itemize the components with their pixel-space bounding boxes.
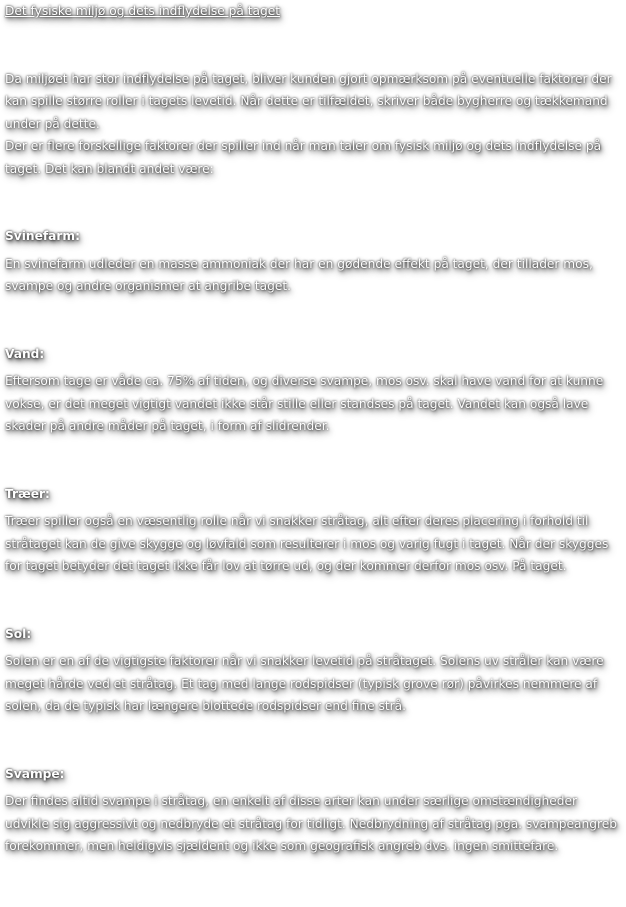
section-text: Solen er en af de vigtigste faktorer når vi snakker levetid på stråtaget. Solens uv stråler kan være meget hårde ved et stråtag. Et tag med lange rodspidser (typisk grove rør) påvirkes nemmere af solen, da de typisk har længere blottede rodspidser end fine strå.	[5, 654, 604, 713]
section-vand	[5, 343, 621, 438]
section-svinefarm	[5, 225, 621, 298]
section-heading: Træer:	[5, 486, 50, 501]
section-heading: Sol:	[5, 626, 32, 641]
intro-paragraph-1: Da miljøet har stor indflydelse på taget, bliver kunden gjort opmærksom på eventuelle faktorer der kan spille større roller i tagets levetid. Når dette er tilfældet, skriver både bygherre og tækkemand under på dette.	[5, 71, 612, 131]
section-svampe	[5, 763, 621, 858]
section-text: Træer spiller også en væsentlig rolle når vi snakker stråtag, alt efter deres placering i forhold til stråtaget kan de give skygge og løvfald som resulterer i mos og varig fugt i taget. Når der skygges for taget betyder det taget ikke får lov at tørre ud, og der kommer derfor mos osv. På taget.	[5, 514, 609, 573]
section-text: Der findes altid svampe i stråtag, en enkelt af disse arter kan under særlige omstændigheder udvikle sig aggressivt og nedbryde et stråtag for tidligt. Nedbrydning af stråtag pga. svampeangreb forekommer, men heldigvis sjældent og ikke som geografisk angreb dvs. ingen smittefare.	[5, 794, 617, 853]
document-title: Det fysiske miljø og dets indflydelse på taget	[5, 4, 280, 18]
section-heading: Vand:	[5, 346, 45, 361]
section-sol	[5, 623, 621, 718]
document	[5, 0, 621, 858]
section-text: En svinefarm udleder en masse ammoniak der har en gødende effekt på taget, der tillader mos, svampe og andre organismer at angribe taget.	[5, 256, 593, 293]
section-heading: Svinefarm:	[5, 229, 80, 243]
intro-paragraph-2: Der er flere forskellige faktorer der spiller ind når man taler om fysisk miljø og dets indflydelse på taget. Det kan blandt andet være:	[5, 139, 602, 176]
section-traeer	[5, 483, 621, 578]
section-text: Eftersom tage er våde ca. 75% af tiden, og diverse svampe, mos osv. skal have vand for at kunne vokse, er det meget vigtigt vandet ikke står stille eller standses på taget. Vandet kan også lave skader på andre måder på taget, i form af slidrender.	[5, 374, 604, 433]
section-heading: Svampe:	[5, 766, 65, 781]
